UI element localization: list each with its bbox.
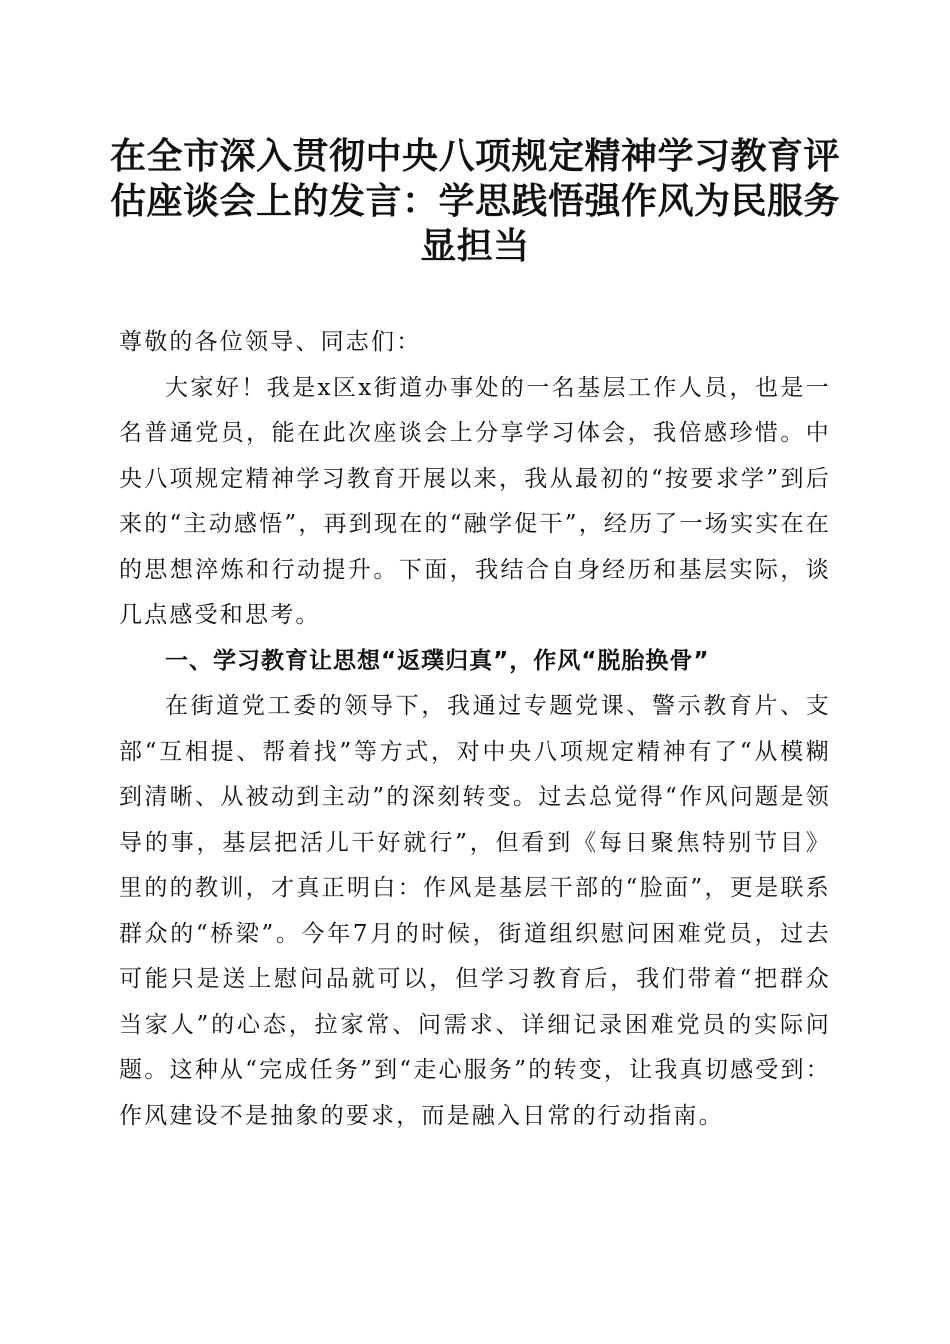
opening-paragraph: 大家好！我是x区x街道办事处的一名基层工作人员，也是一名普通党员，能在此次座谈会上分享学习体会，我倍感珍惜。中央八项规定精神学习教育开展以来，我从最初的“按要求学”到后来的“主动感悟”，再到现在的“融学促干”，经历了一场实实在在的思想淬炼和行动提升。下面，我结合自身经历和基层实际，谈几点感受和思考。 bbox=[119, 374, 831, 628]
salutation: 尊敬的各位领导、同志们： bbox=[119, 329, 422, 355]
section-1-paragraph: 在街道党工委的领导下，我通过专题党课、警示教育片、支部“互相提、帮着找”等方式，对中央八项规定精神有了“从模糊到清晰、从被动到主动”的深刻转变。过去总觉得“作风问题是领导的事，基层把活儿干好就行”，但看到《每日聚焦特别节目》里的的教训，才真正明白：作风是基层干部的“脸面”，更是联系群众的“桥梁”。今年7月的时候，街道组织慰问困难党员，过去可能只是送上慰问品就可以，但学习教育后，我们带着“把群众当家人”的心态，拉家常、问需求、详细记录困难党员的实际问题。这种从“完成任务”到“走心服务”的转变，让我真切感受到：作风建设不是抽象的要求，而是融入日常的行动指南。 bbox=[119, 693, 831, 1129]
section-heading-1: 一、学习教育让思想“返璞归真”，作风“脱胎换骨” bbox=[165, 647, 710, 674]
document-title: 在全市深入贯彻中央八项规定精神学习教育评估座谈会上的发言：学思践悟强作风为民服务显担当 bbox=[110, 135, 841, 267]
document-body bbox=[119, 320, 831, 1139]
